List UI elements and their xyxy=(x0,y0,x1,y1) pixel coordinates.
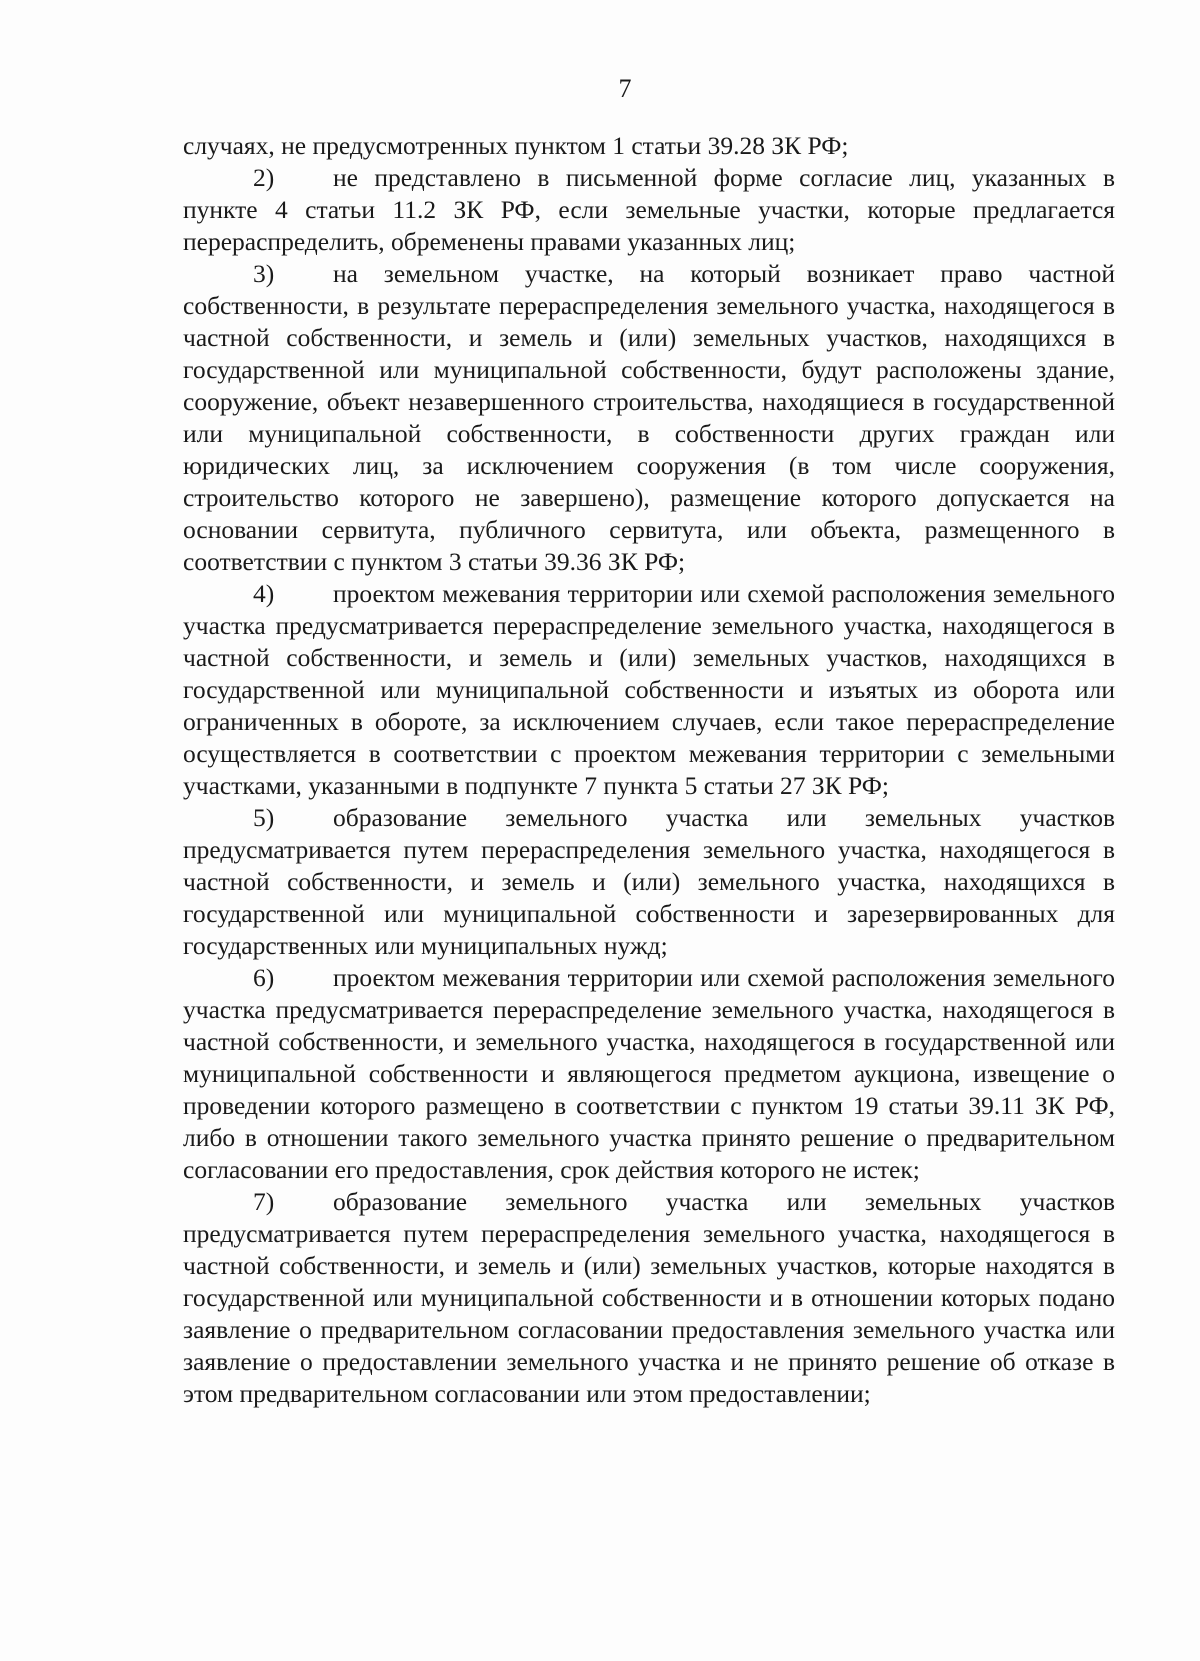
list-item-2 xyxy=(183,162,1115,258)
list-item-5 xyxy=(183,802,1115,962)
item-number: 7) xyxy=(253,1187,275,1216)
item-number: 2) xyxy=(253,163,275,192)
item-text: образование земельного участка или земельных участков предусматривается путем перераспределения земельного участка, находящегося в частной собственности, и земель и (или) земельного участка, находящихся в государственной или муниципальной собственности и зарезервированных для государственных или муниципальных нужд; xyxy=(183,803,1115,960)
document-body xyxy=(183,130,1115,1410)
item-text: проектом межевания территории или схемой расположения земельного участка предусматривается перераспределение земельного участка, находящегося в частной собственности, и земельного участка, находящегося в государственной или муниципальной собственности и являющегося предметом аукциона, извещение о проведении которого размещено в соответствии с пунктом 19 статьи 39.11 ЗК РФ, либо в отношении такого земельного участка принято решение о предварительном согласовании его предоставления, срок действия которого не истек; xyxy=(183,963,1115,1184)
item-text: не представлено в письменной форме согласие лиц, указанных в пункте 4 статьи 11.2 ЗК РФ, если земельные участки, которые предлагается перераспределить, обременены правами указанных лиц; xyxy=(183,163,1115,256)
list-item-6 xyxy=(183,962,1115,1186)
continuation-paragraph: случаях, не предусмотренных пунктом 1 статьи 39.28 ЗК РФ; xyxy=(183,131,849,160)
item-number: 5) xyxy=(253,803,275,832)
item-text: на земельном участке, на который возникает право частной собственности, в результате перераспределения земельного участка, находящегося в частной собственности, и земель и (или) земельных участков, находящихся в государственной или муниципальной собственности, будут расположены здание, сооружение, объект незавершенного строительства, находящиеся в государственной или муниципальной собственности, в собственности других граждан или юридических лиц, за исключением сооружения (в том числе сооружения, строительство которого не завершено), размещение которого допускается на основании сервитута, публичного сервитута, или объекта, размещенного в соответствии с пунктом 3 статьи 39.36 ЗК РФ; xyxy=(183,259,1115,576)
list-item-3 xyxy=(183,258,1115,578)
page-number: 7 xyxy=(618,74,632,103)
list-item-4 xyxy=(183,578,1115,802)
item-text: образование земельного участка или земельных участков предусматривается путем перераспределения земельного участка, находящегося в частной собственности, и земель и (или) земельных участков, которые находятся в государственной или муниципальной собственности и в отношении которых подано заявление о предварительном согласовании предоставления земельного участка или заявление о предоставлении земельного участка и не принято решение об отказе в этом предварительном согласовании или этом предоставлении; xyxy=(183,1187,1115,1408)
item-text: проектом межевания территории или схемой расположения земельного участка предусматривается перераспределение земельного участка, находящегося в частной собственности, и земель и (или) земельных участков, находящихся в государственной или муниципальной собственности и изъятых из оборота или ограниченных в обороте, за исключением случаев, если такое перераспределение осуществляется в соответствии с проектом межевания территории с земельными участками, указанными в подпункте 7 пункта 5 статьи 27 ЗК РФ; xyxy=(183,579,1115,800)
item-number: 4) xyxy=(253,579,275,608)
list-item-7 xyxy=(183,1186,1115,1410)
item-number: 6) xyxy=(253,963,275,992)
item-number: 3) xyxy=(253,259,275,288)
